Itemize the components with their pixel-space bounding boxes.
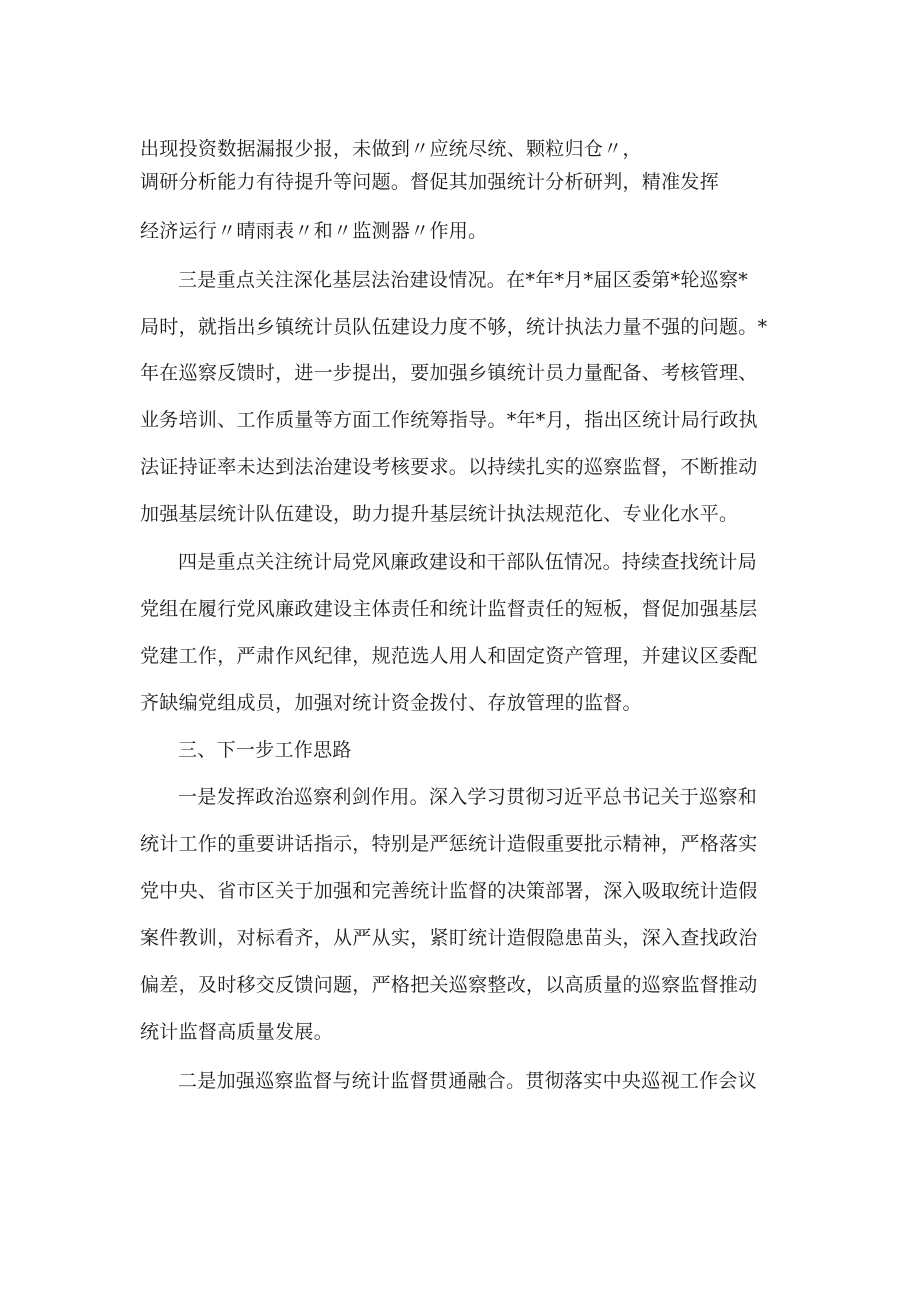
text-line: 案件教训，对标看齐，从严从实，紧盯统计造假隐患苗头，深入查找政治 [140, 927, 758, 949]
text-line: 党组在履行党风廉政建设主体责任和统计监督责任的短板，督促加强基层 [140, 598, 758, 620]
text-line: 齐缺编党组成员，加强对统计资金拨付、存放管理的监督。 [140, 692, 642, 714]
paragraph-start: 三是重点关注深化基层法治建设情况。在*年*月*届区委第*轮巡察* [178, 269, 749, 291]
text-line: 统计监督高质量发展。 [140, 1021, 334, 1043]
paragraph-start: 四是重点关注统计局党风廉政建设和干部队伍情况。持续查找统计局 [178, 551, 758, 573]
text-line: 调研分析能力有待提升等问题。督促其加强统计分析研判，精准发挥 [140, 171, 720, 193]
text-line: 年在巡察反馈时，进一步提出，要加强乡镇统计员力量配备、考核管理、 [140, 362, 758, 384]
text-line: 局时，就指出乡镇统计员队伍建设力度不够，统计执法力量不强的问题。* [140, 316, 768, 338]
paragraph-start: 二是加强巡察监督与统计监督贯通融合。贯彻落实中央巡视工作会议 [178, 1070, 758, 1092]
text-line: 统计工作的重要讲话指示，特别是严惩统计造假重要批示精神，严格落实 [140, 833, 758, 855]
section-heading: 三、下一步工作思路 [178, 739, 352, 761]
text-line: 党中央、省市区关于加强和完善统计监督的决策部署，深入吸取统计造假 [140, 880, 758, 902]
text-line: 业务培训、工作质量等方面工作统筹指导。*年*月，指出区统计局行政执 [140, 409, 758, 431]
text-line: 出现投资数据漏报少报，未做到〃应统尽统、颗粒归仓〃， [140, 138, 642, 160]
text-line: 偏差，及时移交反馈问题，严格把关巡察整改，以高质量的巡察监督推动 [140, 974, 758, 996]
paragraph-start: 一是发挥政治巡察利剑作用。深入学习贯彻习近平总书记关于巡察和 [178, 786, 758, 808]
text-line: 党建工作，严肃作风纪律，规范选人用人和固定资产管理，并建议区委配 [140, 645, 758, 667]
text-line: 经济运行〃晴雨表〃和〃监测器〃作用。 [140, 220, 488, 242]
text-line: 加强基层统计队伍建设，助力提升基层统计执法规范化、专业化水平。 [140, 503, 739, 525]
text-line: 法证持证率未达到法治建设考核要求。以持续扎实的巡察监督，不断推动 [140, 456, 758, 478]
